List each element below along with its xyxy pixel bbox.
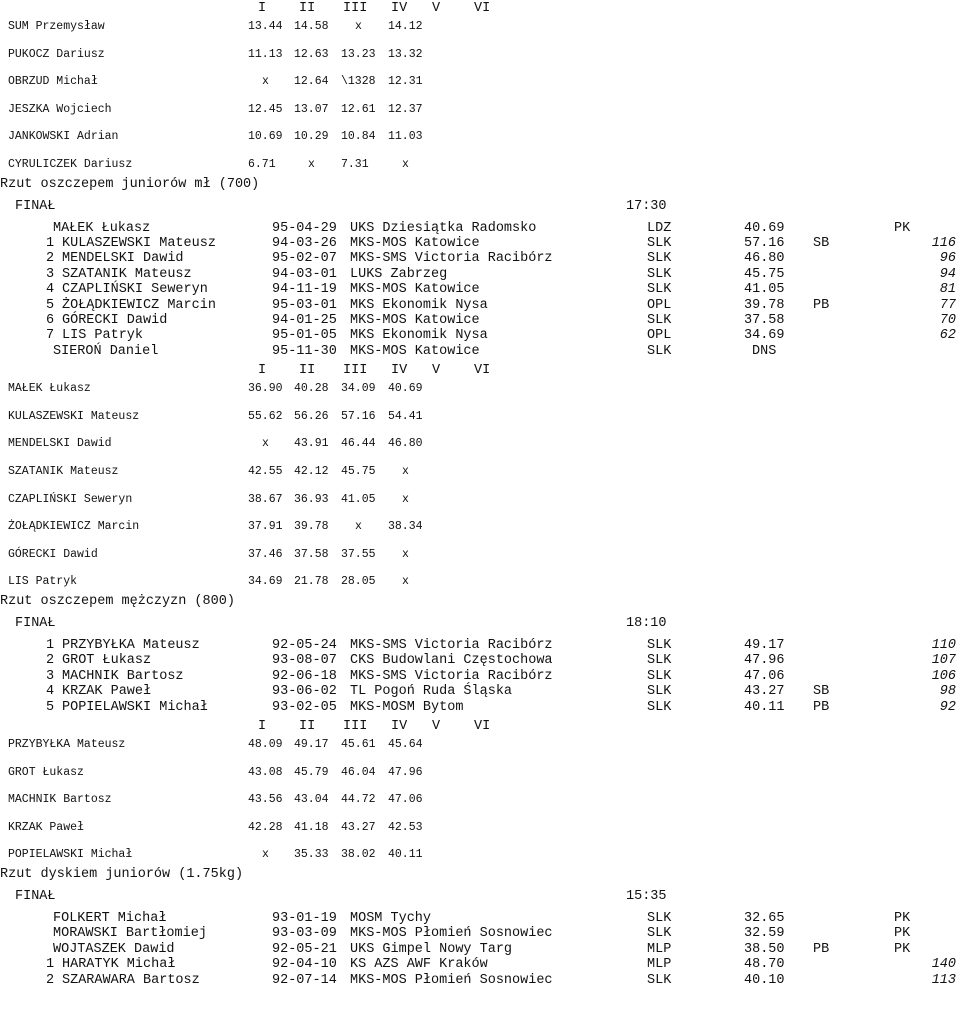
result-birth-date: 92-05-21 xyxy=(272,941,337,957)
result-mark: 47.96 xyxy=(744,653,785,669)
result-points: 81 xyxy=(939,282,956,298)
attempt-row-name: PRZYBYŁKA Mateusz xyxy=(8,738,126,751)
result-points: 62 xyxy=(939,328,956,344)
attempt-value: 12.37 xyxy=(388,102,423,116)
result-birth-date: 95-11-30 xyxy=(272,343,337,359)
attempt-value: 54.41 xyxy=(388,409,423,423)
result-mark: 46.80 xyxy=(744,251,785,267)
attempt-header-3: III xyxy=(343,719,368,734)
attempt-value: 12.45 xyxy=(248,102,283,116)
result-record-note: PB xyxy=(813,699,830,715)
attempt-value: x xyxy=(262,848,269,862)
attempt-value: 37.46 xyxy=(248,547,283,561)
result-record-note: SB xyxy=(813,236,830,251)
attempt-value: 12.63 xyxy=(294,47,329,61)
result-place: 4 xyxy=(46,684,55,700)
result-club: CKS Budowlani Częstochowa xyxy=(350,653,553,669)
result-club: MKS Ekonomik Nysa xyxy=(350,328,488,344)
result-region: SLK xyxy=(647,972,672,988)
attempt-value: 55.62 xyxy=(248,409,283,423)
attempt-row-name: ŻOŁĄDKIEWICZ Marcin xyxy=(8,520,140,534)
attempt-row-name: JANKOWSKI Adrian xyxy=(8,130,119,144)
result-club: LUKS Zabrzeg xyxy=(350,266,448,282)
attempt-row-name: KRZAK Paweł xyxy=(8,820,84,834)
attempt-header-5: V xyxy=(432,719,441,734)
result-region: SLK xyxy=(647,313,672,328)
result-athlete-name: KULASZEWSKI Mateusz xyxy=(62,236,216,251)
attempt-row-name: KULASZEWSKI Mateusz xyxy=(8,409,140,423)
result-athlete-name: SZARAWARA Bartosz xyxy=(62,972,200,988)
attempt-value: 43.91 xyxy=(294,437,329,451)
attempt-value: 36.93 xyxy=(294,492,329,506)
result-region: SLK xyxy=(647,684,672,700)
result-points: 107 xyxy=(931,653,956,669)
attempt-value: 12.31 xyxy=(388,75,423,89)
result-club: KS AZS AWF Kraków xyxy=(350,957,488,973)
attempt-header-2: II xyxy=(299,1,316,16)
result-club: MKS-MOSM Bytom xyxy=(350,699,464,715)
attempt-value: 45.61 xyxy=(341,738,376,751)
attempt-value: 11.03 xyxy=(388,130,423,144)
attempt-value: 28.05 xyxy=(341,575,376,589)
result-extra-flag: PK xyxy=(894,941,911,957)
attempt-value: 37.58 xyxy=(294,547,329,561)
result-club: MKS-MOS Płomień Sosnowiec xyxy=(350,972,553,988)
result-club: MKS-SMS Victoria Racibórz xyxy=(350,668,553,684)
attempt-row-name: CYRULICZEK Dariusz xyxy=(8,158,133,171)
attempt-header-4: IV xyxy=(391,363,408,379)
result-mark: DNS xyxy=(752,343,777,359)
result-birth-date: 95-03-01 xyxy=(272,297,337,313)
attempt-header-6: VI xyxy=(474,719,491,734)
attempt-value: 44.72 xyxy=(341,793,376,807)
event-time: 15:35 xyxy=(626,889,667,904)
result-place: 6 xyxy=(46,313,55,328)
result-athlete-name: MENDELSKI Dawid xyxy=(62,251,184,267)
result-club: MKS-MOS Katowice xyxy=(350,282,480,298)
attempt-value: 45.75 xyxy=(341,465,376,478)
attempt-value: 49.17 xyxy=(294,738,329,751)
result-birth-date: 93-03-09 xyxy=(272,926,337,942)
attempt-row-name: MENDELSKI Dawid xyxy=(8,437,112,451)
result-mark: 57.16 xyxy=(744,236,785,251)
result-birth-date: 95-01-05 xyxy=(272,328,337,344)
attempt-value: 41.05 xyxy=(341,492,376,506)
attempt-value: 46.04 xyxy=(341,765,376,779)
attempt-value: 37.91 xyxy=(248,520,283,534)
result-place: 3 xyxy=(46,668,55,684)
result-region: OPL xyxy=(647,328,672,344)
result-mark: 47.06 xyxy=(744,668,785,684)
result-athlete-name: HARATYK Michał xyxy=(62,957,176,973)
final-label: FINAŁ xyxy=(15,198,56,214)
attempt-value: 35.33 xyxy=(294,848,329,862)
attempt-row-name: OBRZUD Michał xyxy=(8,75,98,89)
result-birth-date: 93-01-19 xyxy=(272,911,337,926)
attempt-value: 43.56 xyxy=(248,793,283,807)
event-title: Rzut dyskiem juniorów (1.75kg) xyxy=(0,867,244,882)
attempt-value: x xyxy=(355,20,362,33)
attempt-header-5: V xyxy=(432,363,441,379)
attempt-header-3: III xyxy=(343,1,368,16)
result-birth-date: 93-08-07 xyxy=(272,653,337,669)
result-mark: 40.10 xyxy=(744,972,785,988)
result-record-note: PB xyxy=(813,297,830,313)
result-record-note: PB xyxy=(813,941,830,957)
result-place: 1 xyxy=(46,957,55,973)
result-mark: 49.17 xyxy=(744,638,785,653)
result-athlete-name: MORAWSKI Bartłomiej xyxy=(53,926,207,942)
result-place: 4 xyxy=(46,282,55,298)
attempt-header-4: IV xyxy=(391,719,408,734)
attempt-row-name: GROT Łukasz xyxy=(8,765,84,779)
attempt-value: 42.55 xyxy=(248,465,283,478)
result-club: MOSM Tychy xyxy=(350,911,432,926)
result-points: 106 xyxy=(931,668,956,684)
attempt-value: 12.64 xyxy=(294,75,329,89)
attempt-value: 10.29 xyxy=(294,130,329,144)
result-extra-flag: PK xyxy=(894,911,911,926)
result-birth-date: 92-06-18 xyxy=(272,668,337,684)
result-birth-date: 94-03-01 xyxy=(272,266,337,282)
attempt-value: 13.07 xyxy=(294,102,329,116)
attempt-value: 57.16 xyxy=(341,409,376,423)
final-label: FINAŁ xyxy=(15,889,56,904)
attempt-value: x xyxy=(402,575,409,589)
attempt-value: 37.55 xyxy=(341,547,376,561)
result-mark: 41.05 xyxy=(744,282,785,298)
attempt-value: 41.18 xyxy=(294,820,329,834)
attempt-value: 7.31 xyxy=(341,158,369,171)
attempt-header-2: II xyxy=(299,363,316,379)
attempt-value: 45.79 xyxy=(294,765,329,779)
attempt-value: 42.28 xyxy=(248,820,283,834)
attempt-value: 43.04 xyxy=(294,793,329,807)
attempt-value: x xyxy=(402,492,409,506)
attempt-value: 42.53 xyxy=(388,820,423,834)
attempt-value: 21.78 xyxy=(294,575,329,589)
result-mark: 34.69 xyxy=(744,328,785,344)
result-region: OPL xyxy=(647,297,672,313)
attempt-row-name: MACHNIK Bartosz xyxy=(8,793,112,807)
attempt-row-name: LIS Patryk xyxy=(8,575,78,589)
attempt-header-1: I xyxy=(258,719,267,734)
result-region: SLK xyxy=(647,911,672,926)
result-region: LDZ xyxy=(647,220,672,236)
result-mark: 38.50 xyxy=(744,941,785,957)
attempt-header-4: IV xyxy=(391,1,408,16)
event-time: 17:30 xyxy=(626,198,667,214)
result-birth-date: 92-07-14 xyxy=(272,972,337,988)
result-birth-date: 95-04-29 xyxy=(272,220,337,236)
attempt-value: 36.90 xyxy=(248,382,283,396)
result-place: 2 xyxy=(46,653,55,669)
result-mark: 32.59 xyxy=(744,926,785,942)
attempt-value: 46.80 xyxy=(388,437,423,451)
result-place: 2 xyxy=(46,972,55,988)
attempt-value: 46.44 xyxy=(341,437,376,451)
attempt-value: 48.09 xyxy=(248,738,283,751)
attempt-value: \1328 xyxy=(341,75,376,89)
result-record-note: SB xyxy=(813,684,830,700)
result-mark: 39.78 xyxy=(744,297,785,313)
attempt-row-name: SUM Przemysław xyxy=(8,20,105,33)
result-points: 98 xyxy=(939,684,956,700)
event-title: Rzut oszczepem juniorów mł (700) xyxy=(0,176,260,192)
result-points: 94 xyxy=(939,266,956,282)
result-birth-date: 94-01-25 xyxy=(272,313,337,328)
attempt-header-6: VI xyxy=(474,363,491,379)
result-region: SLK xyxy=(647,251,672,267)
result-club: MKS-MOS Katowice xyxy=(350,236,480,251)
attempt-header-3: III xyxy=(343,363,368,379)
result-place: 3 xyxy=(46,266,55,282)
result-birth-date: 93-06-02 xyxy=(272,684,337,700)
attempt-value: x xyxy=(402,547,409,561)
result-athlete-name: KRZAK Paweł xyxy=(62,684,152,700)
attempt-value: 12.61 xyxy=(341,102,376,116)
attempt-row-name: CZAPLIŃSKI Seweryn xyxy=(8,492,133,506)
result-region: SLK xyxy=(647,282,672,298)
attempt-value: 43.27 xyxy=(341,820,376,834)
result-birth-date: 94-03-26 xyxy=(272,236,337,251)
result-points: 96 xyxy=(939,251,956,267)
result-athlete-name: SZATANIK Mateusz xyxy=(62,266,192,282)
attempt-value: 14.12 xyxy=(388,20,423,33)
attempt-value: 10.84 xyxy=(341,130,376,144)
result-birth-date: 94-11-19 xyxy=(272,282,337,298)
result-mark: 40.11 xyxy=(744,699,785,715)
attempt-value: x xyxy=(402,465,409,478)
result-region: SLK xyxy=(647,699,672,715)
result-athlete-name: POPIELAWSKI Michał xyxy=(62,699,208,715)
attempt-value: 56.26 xyxy=(294,409,329,423)
attempt-value: 34.69 xyxy=(248,575,283,589)
result-club: UKS Dziesiątka Radomsko xyxy=(350,220,537,236)
result-extra-flag: PK xyxy=(894,220,911,236)
attempt-value: 34.09 xyxy=(341,382,376,396)
attempt-header-2: II xyxy=(299,719,316,734)
result-extra-flag: PK xyxy=(894,926,911,942)
result-athlete-name: SIEROŃ Daniel xyxy=(53,343,159,359)
attempt-value: 42.12 xyxy=(294,465,329,478)
result-place: 7 xyxy=(46,328,55,344)
event-time: 18:10 xyxy=(626,616,667,631)
attempt-row-name: GÓRECKI Dawid xyxy=(8,547,98,561)
result-mark: 40.69 xyxy=(744,220,785,236)
attempt-value: 10.69 xyxy=(248,130,283,144)
result-points: 140 xyxy=(931,957,956,973)
result-points: 92 xyxy=(939,699,956,715)
attempt-value: 47.96 xyxy=(388,765,423,779)
result-club: MKS-SMS Victoria Racibórz xyxy=(350,251,553,267)
result-region: SLK xyxy=(647,343,672,359)
attempt-value: 43.08 xyxy=(248,765,283,779)
result-club: MKS-MOS Płomień Sosnowiec xyxy=(350,926,553,942)
attempt-value: 47.06 xyxy=(388,793,423,807)
result-birth-date: 95-02-07 xyxy=(272,251,337,267)
result-region: SLK xyxy=(647,638,672,653)
result-region: MLP xyxy=(647,957,672,973)
attempt-value: 11.13 xyxy=(248,47,283,61)
result-points: 77 xyxy=(939,297,956,313)
result-mark: 37.58 xyxy=(744,313,785,328)
final-label: FINAŁ xyxy=(15,616,56,631)
result-birth-date: 92-05-24 xyxy=(272,638,337,653)
attempt-value: 39.78 xyxy=(294,520,329,534)
result-athlete-name: LIS Patryk xyxy=(62,328,144,344)
attempt-value: 6.71 xyxy=(248,158,276,171)
result-points: 70 xyxy=(939,313,956,328)
result-region: SLK xyxy=(647,266,672,282)
attempt-value: 13.44 xyxy=(248,20,283,33)
result-athlete-name: MAŁEK Łukasz xyxy=(53,220,151,236)
result-mark: 32.65 xyxy=(744,911,785,926)
result-points: 113 xyxy=(931,972,956,988)
attempt-row-name: SZATANIK Mateusz xyxy=(8,465,119,478)
attempt-row-name: PUKOCZ Dariusz xyxy=(8,47,105,61)
result-athlete-name: WOJTASZEK Dawid xyxy=(53,941,175,957)
attempt-header-6: VI xyxy=(474,1,491,16)
result-club: TL Pogoń Ruda Śląska xyxy=(350,684,513,700)
result-place: 1 xyxy=(46,236,55,251)
attempt-value: 40.69 xyxy=(388,382,423,396)
result-region: SLK xyxy=(647,236,672,251)
attempt-header-1: I xyxy=(258,1,267,16)
result-mark: 43.27 xyxy=(744,684,785,700)
attempt-value: x xyxy=(402,158,409,171)
attempt-row-name: POPIELAWSKI Michał xyxy=(8,848,133,862)
attempt-row-name: JESZKA Wojciech xyxy=(8,102,112,116)
result-place: 2 xyxy=(46,251,55,267)
result-birth-date: 93-02-05 xyxy=(272,699,337,715)
attempt-value: 38.02 xyxy=(341,848,376,862)
result-points: 116 xyxy=(931,236,956,251)
result-club: MKS Ekonomik Nysa xyxy=(350,297,488,313)
result-club: MKS-SMS Victoria Racibórz xyxy=(350,638,553,653)
result-place: 1 xyxy=(46,638,55,653)
attempt-value: x xyxy=(262,437,269,451)
attempt-value: 40.11 xyxy=(388,848,423,862)
result-athlete-name: GÓRECKI Dawid xyxy=(62,313,168,328)
result-athlete-name: GROT Łukasz xyxy=(62,653,152,669)
attempt-value: 40.28 xyxy=(294,382,329,396)
attempt-value: 13.32 xyxy=(388,47,423,61)
result-birth-date: 92-04-10 xyxy=(272,957,337,973)
attempt-value: x xyxy=(308,158,315,171)
result-region: SLK xyxy=(647,668,672,684)
attempt-value: 45.64 xyxy=(388,738,423,751)
result-mark: 48.70 xyxy=(744,957,785,973)
result-athlete-name: PRZYBYŁKA Mateusz xyxy=(62,638,200,653)
result-points: 110 xyxy=(931,638,956,653)
result-club: UKS Gimpel Nowy Targ xyxy=(350,941,513,957)
result-athlete-name: ŻOŁĄDKIEWICZ Marcin xyxy=(62,297,216,313)
result-region: SLK xyxy=(647,926,672,942)
attempt-value: 13.23 xyxy=(341,47,376,61)
result-mark: 45.75 xyxy=(744,266,785,282)
attempt-value: x xyxy=(355,520,362,534)
result-athlete-name: FOLKERT Michał xyxy=(53,911,167,926)
attempt-header-5: V xyxy=(432,1,441,16)
event-title: Rzut oszczepem mężczyzn (800) xyxy=(0,594,235,609)
result-athlete-name: MACHNIK Bartosz xyxy=(62,668,184,684)
attempt-value: 14.58 xyxy=(294,20,329,33)
attempt-row-name: MAŁEK Łukasz xyxy=(8,382,91,396)
result-athlete-name: CZAPLIŃSKI Seweryn xyxy=(62,282,208,298)
result-place: 5 xyxy=(46,699,55,715)
result-region: SLK xyxy=(647,653,672,669)
result-club: MKS-MOS Katowice xyxy=(350,313,480,328)
attempt-value: 38.67 xyxy=(248,492,283,506)
result-region: MLP xyxy=(647,941,672,957)
attempt-value: x xyxy=(262,75,269,89)
attempt-value: 38.34 xyxy=(388,520,423,534)
attempt-header-1: I xyxy=(258,363,267,379)
result-place: 5 xyxy=(46,297,55,313)
result-club: MKS-MOS Katowice xyxy=(350,343,480,359)
